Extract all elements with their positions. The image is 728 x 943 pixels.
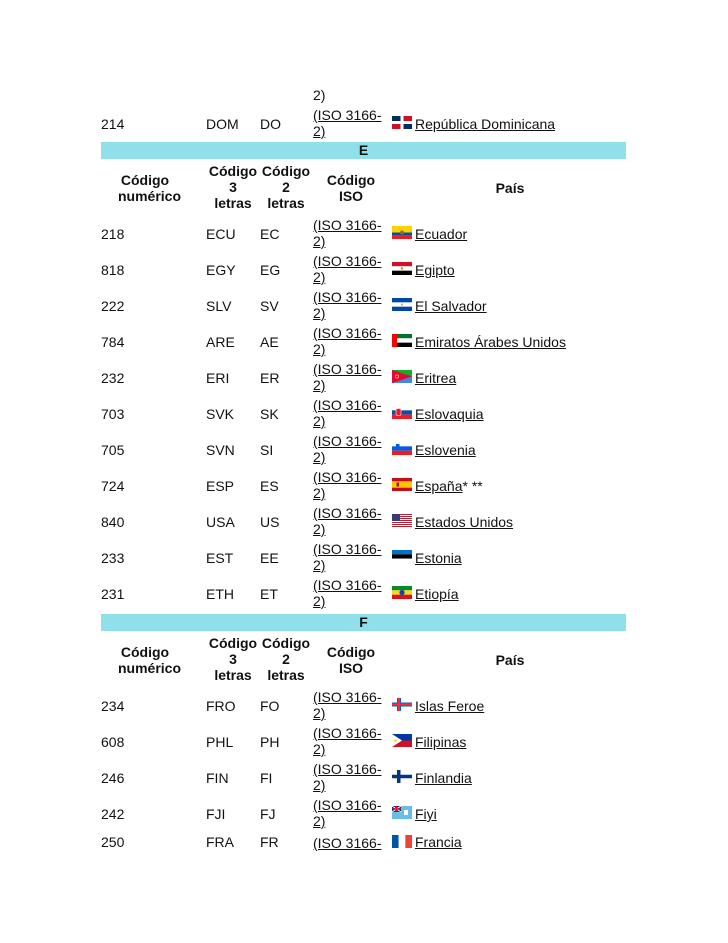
alpha2-code: US xyxy=(260,514,280,530)
flag-estonia-icon xyxy=(392,550,412,563)
table-row xyxy=(0,502,728,538)
header-country: País xyxy=(495,180,525,196)
country-link[interactable]: Estados Unidos xyxy=(415,514,514,530)
iso-link[interactable]: (ISO 3166- xyxy=(313,541,382,557)
iso-link[interactable]: 2) xyxy=(313,485,326,501)
flag-el-salvador-icon xyxy=(392,298,412,311)
table-row xyxy=(0,538,728,574)
section-letter: F xyxy=(359,614,368,630)
numeric-code: 818 xyxy=(101,262,125,278)
iso-link[interactable]: 2) xyxy=(313,123,326,139)
iso-link[interactable]: (ISO 3166- xyxy=(313,577,382,593)
alpha3-code: ARE xyxy=(206,334,235,350)
numeric-code: 784 xyxy=(101,334,125,350)
alpha2-code: EG xyxy=(260,262,281,278)
iso-link[interactable]: 2) xyxy=(313,305,326,321)
flag-slovakia-icon xyxy=(392,406,412,419)
iso-link[interactable]: (ISO 3166- xyxy=(313,725,382,741)
flag-faroe-islands-icon xyxy=(392,698,412,711)
alpha2-code: ET xyxy=(260,586,278,602)
alpha3-code: FIN xyxy=(206,770,229,786)
iso-link[interactable]: 2) xyxy=(313,813,326,829)
alpha3-code: SVK xyxy=(206,406,235,422)
alpha3-code: ESP xyxy=(206,478,235,494)
country-note: * ** xyxy=(462,478,483,494)
iso-link[interactable]: 2) xyxy=(313,449,326,465)
country-link[interactable]: El Salvador xyxy=(415,298,487,314)
numeric-code: 250 xyxy=(101,834,125,850)
alpha2-code: AE xyxy=(260,334,279,350)
country-link[interactable]: Estonia xyxy=(415,550,462,566)
country-link[interactable]: Eslovenia xyxy=(415,442,476,458)
numeric-code: 233 xyxy=(101,550,125,566)
table-row xyxy=(0,394,728,430)
numeric-code: 234 xyxy=(101,698,125,714)
country-link[interactable]: Eritrea xyxy=(415,370,457,386)
country-link[interactable]: Fiyi xyxy=(415,806,437,822)
numeric-code: 705 xyxy=(101,442,125,458)
flag-philippines-icon xyxy=(392,734,412,747)
table-row xyxy=(0,758,728,794)
alpha3-code: EGY xyxy=(206,262,236,278)
table-row xyxy=(0,358,728,394)
flag-finland-icon xyxy=(392,770,412,783)
country-link[interactable]: Eslovaquia xyxy=(415,406,484,422)
table-row xyxy=(0,574,728,610)
country-link[interactable]: Etiopía xyxy=(415,586,459,602)
country-link[interactable]: República Dominicana xyxy=(415,116,556,132)
numeric-code: 242 xyxy=(101,806,125,822)
header-numeric-code: Código numérico xyxy=(118,644,182,676)
iso-link[interactable]: 2) xyxy=(313,233,326,249)
header-alpha3: Código 3 letras xyxy=(208,163,258,211)
header-alpha2: Código 2 letras xyxy=(261,163,311,211)
table-row xyxy=(0,430,728,466)
header-country: País xyxy=(495,652,525,668)
numeric-code: 724 xyxy=(101,478,125,494)
iso-link[interactable]: (ISO 3166- xyxy=(313,761,382,777)
alpha2-code: ES xyxy=(260,478,279,494)
alpha3-code: DOM xyxy=(206,116,239,132)
numeric-code: 222 xyxy=(101,298,125,314)
alpha2-code: DO xyxy=(260,116,281,132)
table-row xyxy=(0,104,728,140)
country-link[interactable]: Finlandia xyxy=(415,770,472,786)
header-iso: Código ISO xyxy=(326,172,376,204)
table-row xyxy=(0,466,728,502)
alpha2-code: FR xyxy=(260,834,279,850)
iso-link[interactable]: (ISO 3166- xyxy=(313,397,382,413)
numeric-code: 231 xyxy=(101,586,125,602)
numeric-code: 703 xyxy=(101,406,125,422)
alpha2-code: SK xyxy=(260,406,279,422)
flag-ecuador-icon xyxy=(392,226,412,239)
iso-link[interactable]: (ISO 3166- xyxy=(313,253,382,269)
flag-dominican-republic-icon xyxy=(392,116,412,129)
iso-link[interactable]: 2) xyxy=(313,521,326,537)
country-link[interactable]: Emiratos Árabes Unidos xyxy=(415,334,566,350)
iso-link[interactable]: 2) xyxy=(313,741,326,757)
iso-link[interactable]: (ISO 3166- xyxy=(313,689,382,705)
iso-link[interactable]: (ISO 3166- xyxy=(313,289,382,305)
alpha2-code: FI xyxy=(260,770,273,786)
table-row xyxy=(0,830,728,854)
country-link[interactable]: Filipinas xyxy=(415,734,467,750)
country-link[interactable]: Egipto xyxy=(415,262,455,278)
alpha3-code: FRA xyxy=(206,834,234,850)
iso-continuation-text: 2) xyxy=(313,87,326,103)
alpha3-code: PHL xyxy=(206,734,234,750)
iso-link[interactable]: 2) xyxy=(313,413,326,429)
numeric-code: 214 xyxy=(101,116,125,132)
iso-link[interactable]: 2) xyxy=(313,593,326,609)
alpha3-code: ETH xyxy=(206,586,234,602)
header-numeric-code: Código numérico xyxy=(118,172,182,204)
iso-link[interactable]: (ISO 3166- xyxy=(313,325,382,341)
iso-link[interactable]: (ISO 3166- xyxy=(313,361,382,377)
alpha3-code: ECU xyxy=(206,226,236,242)
iso-link[interactable]: (ISO 3166- xyxy=(313,505,382,521)
numeric-code: 840 xyxy=(101,514,125,530)
iso-link[interactable]: (ISO 3166- xyxy=(313,835,382,851)
alpha3-code: FJI xyxy=(206,806,226,822)
table-row xyxy=(0,322,728,358)
alpha3-code: SVN xyxy=(206,442,235,458)
section-band-f xyxy=(101,614,626,631)
table-row xyxy=(0,686,728,722)
iso-link[interactable]: (ISO 3166- xyxy=(313,107,382,123)
header-alpha3: Código 3 letras xyxy=(208,635,258,683)
iso-link[interactable]: 2) xyxy=(313,341,326,357)
country-link[interactable]: Islas Feroe xyxy=(415,698,485,714)
numeric-code: 232 xyxy=(101,370,125,386)
alpha2-code: EC xyxy=(260,226,280,242)
section-band-e xyxy=(101,142,626,159)
iso-link[interactable]: 2) xyxy=(313,269,326,285)
flag-spain-icon xyxy=(392,478,412,491)
iso-link[interactable]: 2) xyxy=(313,557,326,573)
table-row xyxy=(0,722,728,758)
alpha3-code: SLV xyxy=(206,298,232,314)
alpha3-code: FRO xyxy=(206,698,236,714)
alpha2-code: FO xyxy=(260,698,280,714)
flag-slovenia-icon xyxy=(392,442,412,455)
flag-uae-icon xyxy=(392,334,412,347)
alpha2-code: SI xyxy=(260,442,274,458)
alpha3-code: ERI xyxy=(206,370,230,386)
numeric-code: 218 xyxy=(101,226,125,242)
iso-link[interactable]: (ISO 3166- xyxy=(313,433,382,449)
flag-fiji-icon xyxy=(392,806,412,819)
alpha2-code: FJ xyxy=(260,806,276,822)
alpha2-code: ER xyxy=(260,370,280,386)
table-row xyxy=(0,250,728,286)
table-row xyxy=(0,214,728,250)
alpha3-code: USA xyxy=(206,514,235,530)
flag-eritrea-icon xyxy=(392,370,412,383)
country-link[interactable]: Ecuador xyxy=(415,226,468,242)
iso-link[interactable]: 2) xyxy=(313,705,326,721)
section-letter: E xyxy=(358,142,369,158)
iso-link[interactable]: (ISO 3166- xyxy=(313,217,382,233)
header-alpha2: Código 2 letras xyxy=(261,635,311,683)
country-link[interactable]: Francia xyxy=(415,834,462,850)
country-link[interactable]: España xyxy=(415,478,463,494)
iso-link[interactable]: 2) xyxy=(313,777,326,793)
alpha2-code: PH xyxy=(260,734,280,750)
alpha2-code: EE xyxy=(260,550,279,566)
numeric-code: 608 xyxy=(101,734,125,750)
flag-egypt-icon xyxy=(392,262,412,275)
header-iso: Código ISO xyxy=(326,644,376,676)
iso-link[interactable]: (ISO 3166- xyxy=(313,469,382,485)
alpha3-code: EST xyxy=(206,550,234,566)
table-row xyxy=(0,286,728,322)
iso-link[interactable]: 2) xyxy=(313,377,326,393)
iso-link[interactable]: (ISO 3166- xyxy=(313,797,382,813)
table-row xyxy=(0,794,728,830)
numeric-code: 246 xyxy=(101,770,125,786)
flag-ethiopia-icon xyxy=(392,586,412,599)
alpha2-code: SV xyxy=(260,298,279,314)
flag-france-icon xyxy=(392,835,412,848)
flag-usa-icon xyxy=(392,514,412,527)
